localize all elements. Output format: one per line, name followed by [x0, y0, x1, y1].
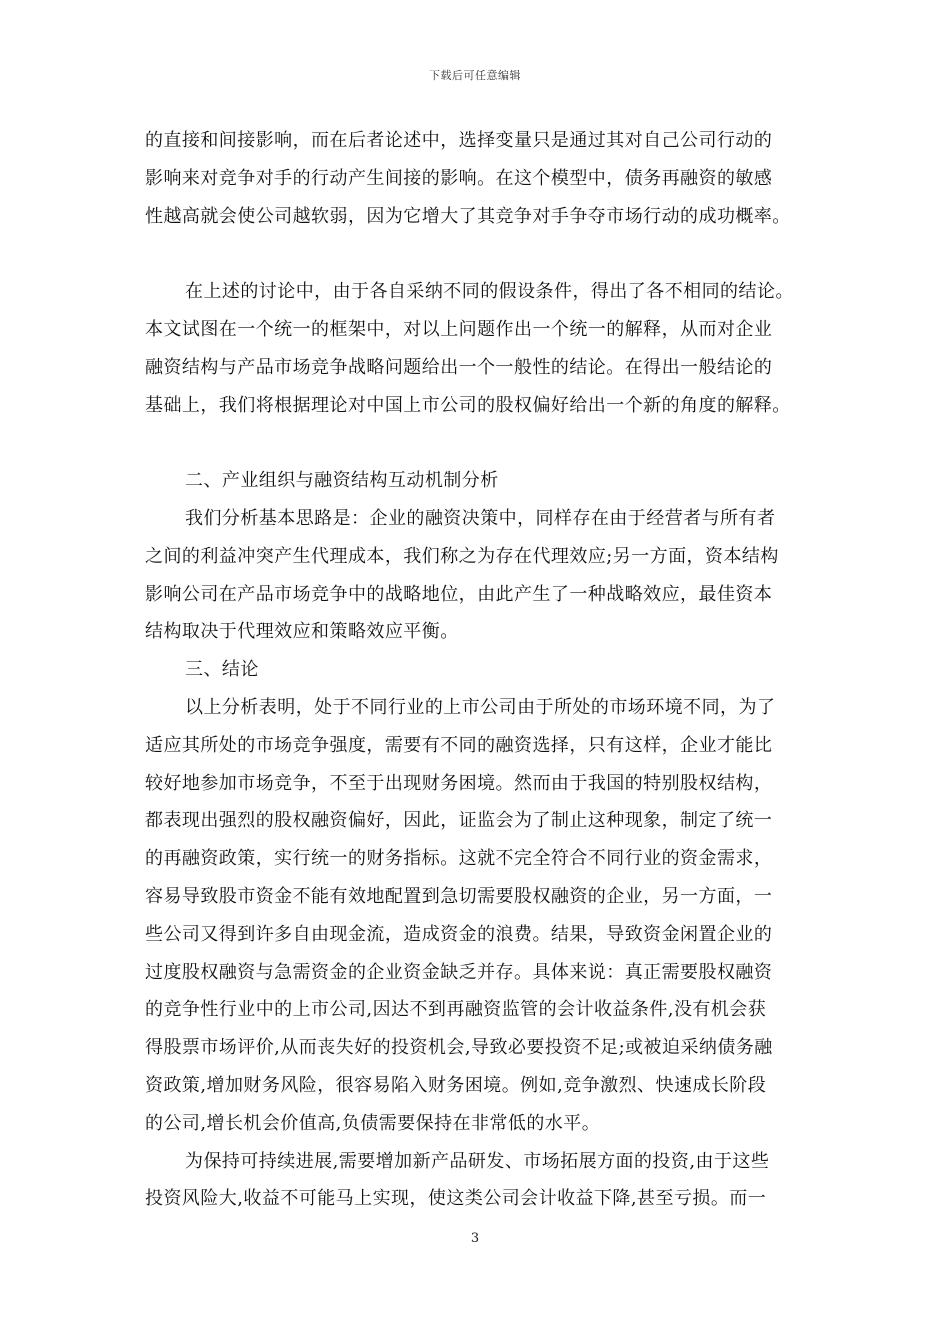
text-line: 都表现出强烈的股权融资偏好，因此，证监会为了制止这种现象，制定了统一	[145, 810, 773, 832]
paragraph	[145, 273, 805, 424]
section-heading-text: 二、产业组织与融资结构互动机制分析	[185, 470, 499, 492]
text-line: 融资结构与产品市场竞争战略问题给出一个一般性的结论。在得出一般结论的	[145, 356, 773, 378]
paragraph	[145, 1143, 805, 1219]
paragraph	[145, 122, 805, 235]
text-line: 为保持可持续进展,需要增加新产品研发、市场拓展方面的投资,由于这些	[185, 1150, 770, 1172]
section-heading	[145, 651, 805, 689]
text-line: 以上分析表明，处于不同行业的上市公司由于所处的市场环境不同，为了	[185, 696, 776, 718]
text-line: 资政策,增加财务风险，很容易陷入财务困境。例如,竞争激烈、快速成长阶段	[145, 1074, 767, 1096]
text-line: 的公司,增长机会价值高,负债需要保持在非常低的水平。	[145, 1112, 601, 1134]
text-line: 些公司又得到许多自由现金流，造成资金的浪费。结果，导致资金闲置企业的	[145, 923, 773, 945]
text-line: 得股票市场评价,从而丧失好的投资机会,导致必要投资不足;或被迫采纳债务融	[145, 1037, 773, 1059]
text-line: 在上述的讨论中，由于各自采纳不同的假设条件，得出了各不相同的结论。	[185, 281, 794, 303]
text-line: 的再融资政策，实行统一的财务指标。这就不完全符合不同行业的资金需求，	[145, 848, 773, 870]
section-heading	[145, 462, 805, 500]
text-line: 性越高就会使公司越软弱，因为它增大了其竞争对手争夺市场行动的成功概率。	[145, 205, 791, 227]
paragraph	[145, 689, 805, 1143]
text-line: 本文试图在一个统一的框架中，对以上问题作出一个统一的解释，从而对企业	[145, 318, 773, 340]
text-line: 的直接和间接影响，而在后者论述中，选择变量只是通过其对自己公司行动的	[145, 130, 773, 151]
text-line: 的竞争性行业中的上市公司,因达不到再融资监管的会计收益条件,没有机会获	[145, 999, 767, 1021]
text-line: 影响公司在产品市场竞争中的战略地位，由此产生了一种战略效应，最佳资本	[145, 583, 773, 605]
paragraph-gap	[145, 235, 805, 273]
body-text	[145, 122, 805, 1218]
paragraph	[145, 500, 805, 651]
text-line: 之间的利益冲突产生代理成本，我们称之为存在代理效应;另一方面，资本结构	[145, 545, 779, 567]
text-line: 适应其所处的市场竞争强度，需要有不同的融资选择，只有这样，企业才能比	[145, 734, 773, 756]
text-line: 基础上，我们将根据理论对中国上市公司的股权偏好给出一个新的角度的解释。	[145, 394, 791, 416]
section-heading-text: 三、结论	[185, 659, 259, 681]
text-line: 容易导致股市资金不能有效地配置到急切需要股权融资的企业，另一方面，一	[145, 885, 773, 907]
text-line: 影响来对竞争对手的行动产生间接的影响。在这个模型中，债务再融资的敏感	[145, 167, 773, 189]
text-line: 投资风险大,收益不可能马上实现，使这类公司会计收益下降,甚至亏损。而一	[145, 1188, 767, 1210]
page-number: 3	[470, 1231, 480, 1246]
text-line: 结构取决于代理效应和策略效应平衡。	[145, 621, 459, 643]
text-line: 过度股权融资与急需资金的企业资金缺乏并存。具体来说：真正需要股权融资	[145, 961, 773, 983]
text-line: 我们分析基本思路是：企业的融资决策中，同样存在由于经营者与所有者	[185, 507, 776, 529]
text-line: 较好地参加市场竞争，不至于出现财务困境。然而由于我国的特别股权结构，	[145, 772, 773, 794]
paragraph-gap	[145, 424, 805, 462]
page-header: 下载后可任意编辑	[429, 69, 521, 82]
